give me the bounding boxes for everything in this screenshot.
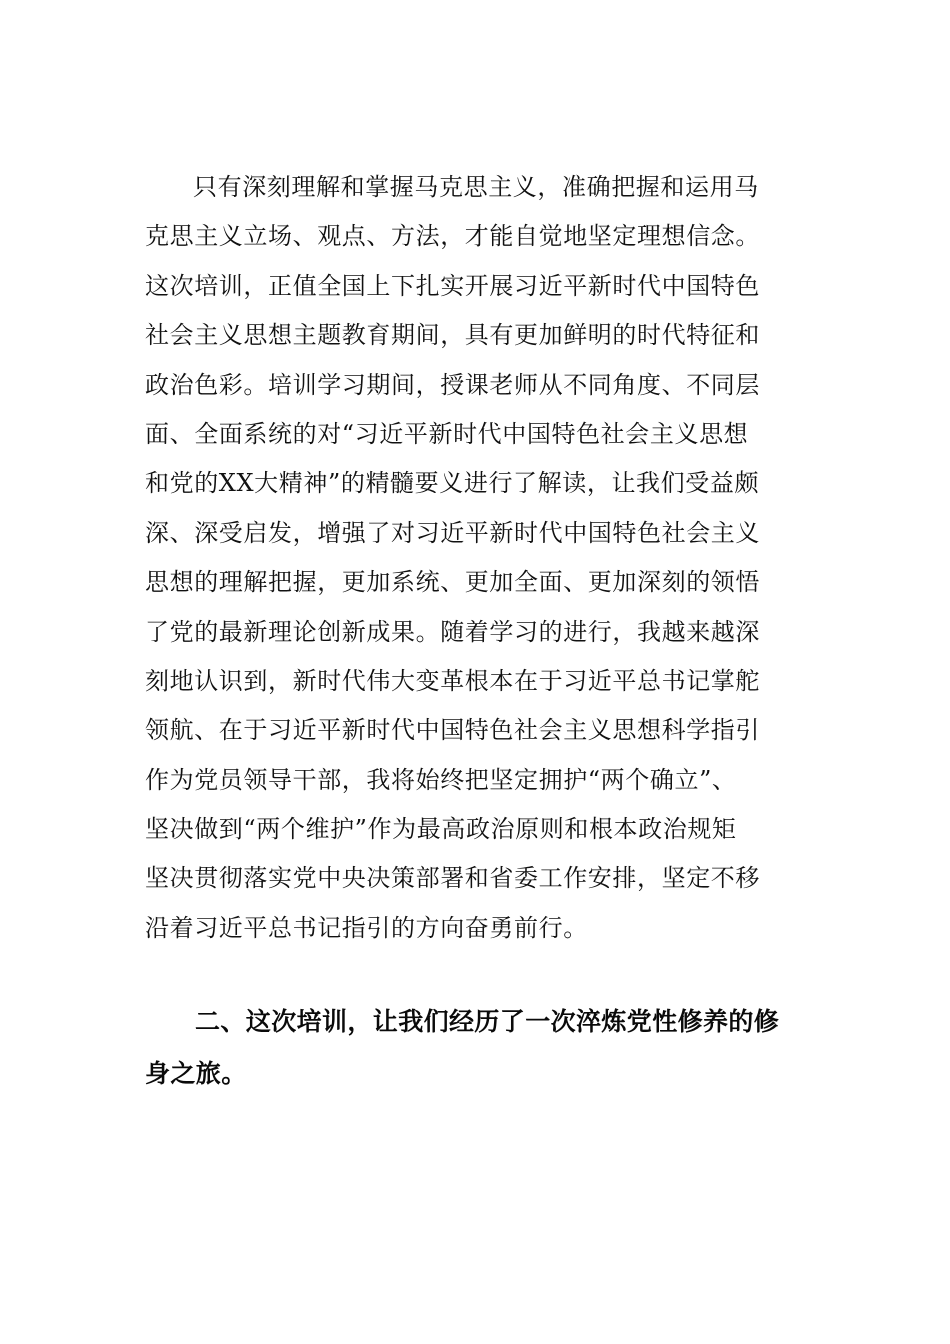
section-heading — [145, 996, 810, 1100]
paragraph-line: 坚决做到“两个维护”作为最高政治原则和根本政治规矩 — [145, 815, 737, 844]
paragraph-line: 面、全面系统的对“习近平新时代中国特色社会主义思想 — [145, 419, 749, 448]
paragraph-line: 沿着习近平总书记指引的方向奋勇前行。 — [145, 913, 588, 942]
heading-line: 身之旅。 — [145, 1059, 247, 1088]
paragraph-line: 作为党员领导干部，我将始终把坚定拥护“两个确立”、 — [145, 765, 737, 794]
paragraph-line: 思想的理解把握，更加系统、更加全面、更加深刻的领悟 — [145, 568, 760, 597]
paragraph-line: 坚决贯彻落实党中央决策部署和省委工作安排，坚定不移 — [145, 864, 760, 893]
paragraph-line: 深、深受启发，增强了对习近平新时代中国特色社会主义 — [145, 518, 760, 547]
body-paragraph — [145, 163, 810, 953]
heading-line: 二、这次培训，让我们经历了一次淬炼党性修养的修 — [195, 1007, 780, 1036]
paragraph-line: 只有深刻理解和掌握马克思主义，准确把握和运用马 — [193, 173, 759, 201]
paragraph-line: 领航、在于习近平新时代中国特色社会主义思想科学指引 — [145, 716, 760, 745]
paragraph-line: 这次培训，正值全国上下扎实开展习近平新时代中国特色 — [145, 271, 760, 300]
paragraph-line: 政治色彩。培训学习期间，授课老师从不同角度、不同层 — [145, 370, 760, 399]
paragraph-line: 了党的最新理论创新成果。随着学习的进行，我越来越深 — [145, 617, 760, 646]
paragraph-line: 社会主义思想主题教育期间，具有更加鲜明的时代特征和 — [145, 321, 760, 350]
paragraph-line: 刻地认识到，新时代伟大变革根本在于习近平总书记掌舵 — [145, 666, 760, 695]
paragraph-line: 克思主义立场、观点、方法，才能自觉地坚定理想信念。 — [145, 222, 760, 251]
paragraph-line: 和党的XX大精神”的精髓要义进行了解读，让我们受益颇 — [145, 469, 760, 498]
